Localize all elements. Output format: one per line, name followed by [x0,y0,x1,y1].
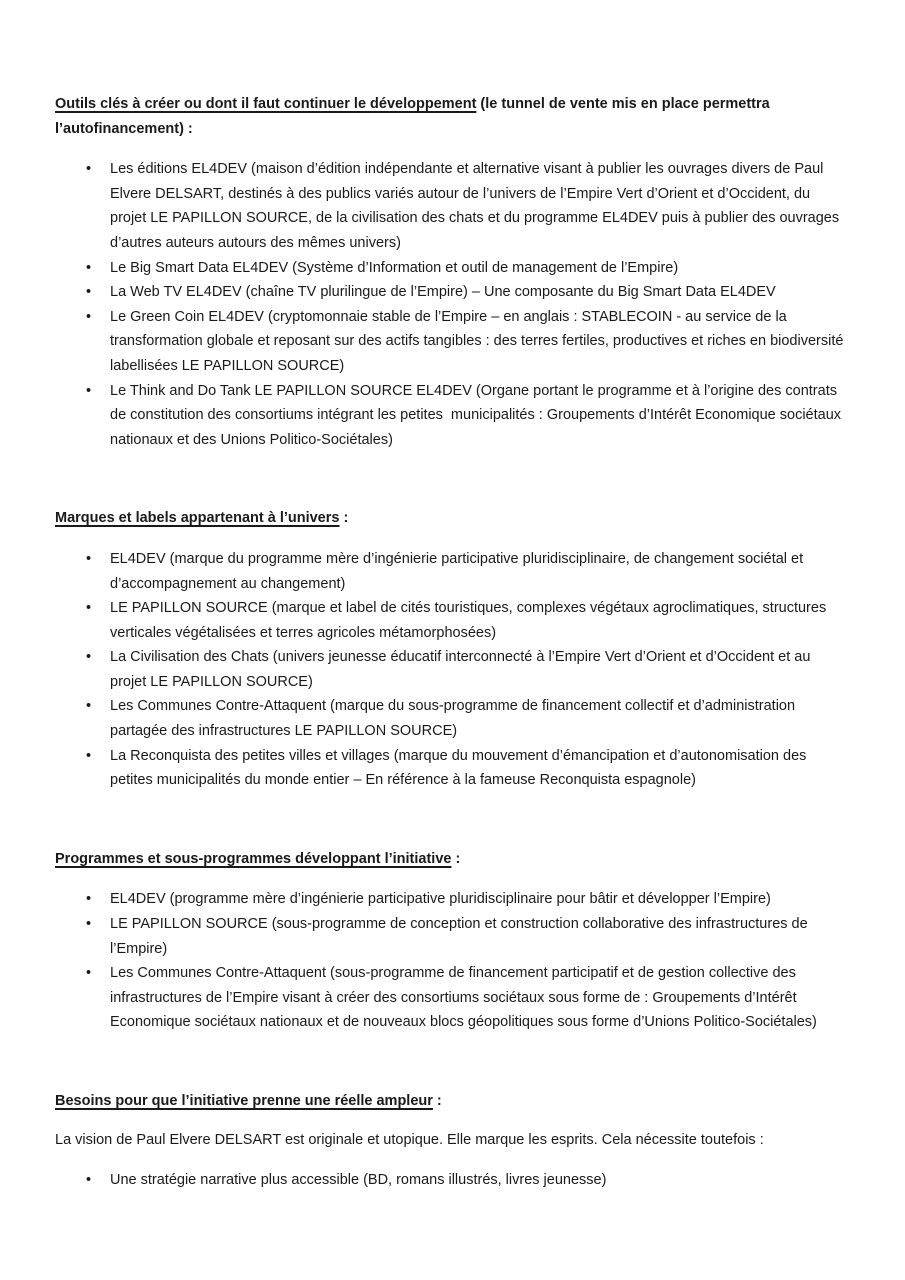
section-heading [55,847,850,872]
bullet-icon: • [86,916,92,933]
section-programmes [55,847,850,1035]
list-item-text: Les Communes Contre-Attaquent (marque du sous-programme de financement collectif et d’administration partagée des infrastructures LE PAPILLON SOURCE) [110,698,800,740]
list-item [55,744,850,793]
list-item [55,280,850,305]
bullet-icon: • [86,747,92,764]
bullet-list [55,1168,850,1193]
heading-underlined-text: Outils clés à créer ou dont il faut continuer le développement [55,96,477,112]
section-outils-cles [55,92,850,452]
list-item [55,547,850,596]
list-item-text: Les éditions EL4DEV (maison d’édition indépendante et alternative visant à publier les ouvrages divers de Paul Elvere DELSART, destinés à des publics variés autour de l’univers de l’Empire Vert d’Orient et d’Occident, du projet LE PAPILLON SOURCE, de la civilisation des chats et du programme EL4DEV puis à publier des ouvrages d’autres auteurs autours des mêmes univers) [110,161,844,251]
heading-suffix-text: : [339,510,349,527]
bullet-icon: • [86,965,92,982]
list-item-text: La Civilisation des Chats (univers jeunesse éducatif interconnecté à l’Empire Vert d’Orient et d’Occident et au projet LE PAPILLON SOURCE) [110,649,815,690]
bullet-list [55,887,850,1035]
list-item [55,596,850,645]
bullet-icon: • [86,600,92,617]
section-heading [55,506,850,531]
list-item [55,887,850,912]
list-item [55,379,850,453]
list-item [55,157,850,255]
bullet-icon: • [86,161,92,178]
list-item-text: Le Think and Do Tank LE PAPILLON SOURCE EL4DEV (Organe portant le programme et à l’origine des contrats de constitution des consortiums intégrant les petites municipalités : Groupements d’Intérêt Economique sociétaux nationaux et des Unions Politico-Sociétales) [110,382,846,448]
list-item [55,912,850,961]
section-marques-labels [55,506,850,793]
list-item-text: Une stratégie narrative plus accessible (BD, romans illustrés, livres jeunesse) [110,1172,607,1189]
bullet-icon: • [86,308,92,325]
bullet-icon: • [86,1172,92,1189]
heading-suffix-text: : [432,1093,442,1109]
heading-underlined-text: Marques et labels appartenant à l’univers [55,510,340,527]
bullet-icon: • [86,284,92,301]
intro-paragraph: La vision de Paul Elvere DELSART est originale et utopique. Elle marque les esprits. Cela nécessite toutefois : [55,1131,764,1148]
list-item-text: Les Communes Contre-Attaquent (sous-programme de financement participatif et de gestion collective des infrastructures de l’Empire visant à créer des consortiums sociétaux sous forme de : Groupements d’Intérêt Economique sociétaux nationaux et de nouveaux blocs géopolitiques sous forme d’Unions Politico-Sociétales) [110,965,817,1031]
list-item [55,645,850,694]
list-item-text: EL4DEV (programme mère d’ingénierie participative pluridisciplinaire pour bâtir et développer l’Empire) [110,891,771,908]
heading-underlined-text: Programmes et sous-programmes développant l’initiative [55,850,452,867]
list-item-text: La Reconquista des petites villes et villages (marque du mouvement d’émancipation et d’autonomisation des petites municipalités du monde entier – En référence à la fameuse Reconquista espagnole) [110,747,811,789]
heading-suffix-text: : [451,850,461,867]
list-item-text: Le Big Smart Data EL4DEV (Système d’Information et outil de management de l’Empire) [110,259,679,276]
bullet-icon: • [86,698,92,715]
list-item [55,694,850,743]
heading-suffix-text: (le tunnel de vente mis en place permettra l’autofinancement) : [55,96,774,137]
bullet-list [55,157,850,452]
section-heading [55,1089,850,1114]
list-item [55,256,850,281]
section-heading [55,92,850,141]
list-item-text: La Web TV EL4DEV (chaîne TV plurilingue de l’Empire) – Une composante du Big Smart Data EL4DEV [110,284,776,301]
bullet-icon: • [86,259,92,276]
heading-underlined-text: Besoins pour que l’initiative prenne une réelle ampleur [55,1093,433,1109]
bullet-icon: • [86,550,92,567]
bullet-icon: • [86,649,92,666]
list-item-text: Le Green Coin EL4DEV (cryptomonnaie stable de l’Empire – en anglais : STABLECOIN - au service de la transformation globale et reposant sur des actifs tangibles : des terres fertiles, productives et riches en biodiversité labellisées LE PAPILLON SOURCE) [110,308,848,374]
list-item-text: EL4DEV (marque du programme mère d’ingénierie participative pluridisciplinaire, de changement sociétal et d’accompagnement au changement) [110,550,808,592]
list-item-text: LE PAPILLON SOURCE (marque et label de cités touristiques, complexes végétaux agroclimatiques, structures verticales végétalisées et terres agricoles métamorphosées) [110,600,831,641]
bullet-icon: • [86,382,92,399]
bullet-list [55,547,850,793]
list-item [55,305,850,379]
list-item-text: LE PAPILLON SOURCE (sous-programme de conception et construction collaborative des infrastructures de l’Empire) [110,916,812,957]
section-besoins [55,1089,850,1193]
bullet-icon: • [86,891,92,908]
list-item [55,961,850,1035]
list-item [55,1168,850,1193]
